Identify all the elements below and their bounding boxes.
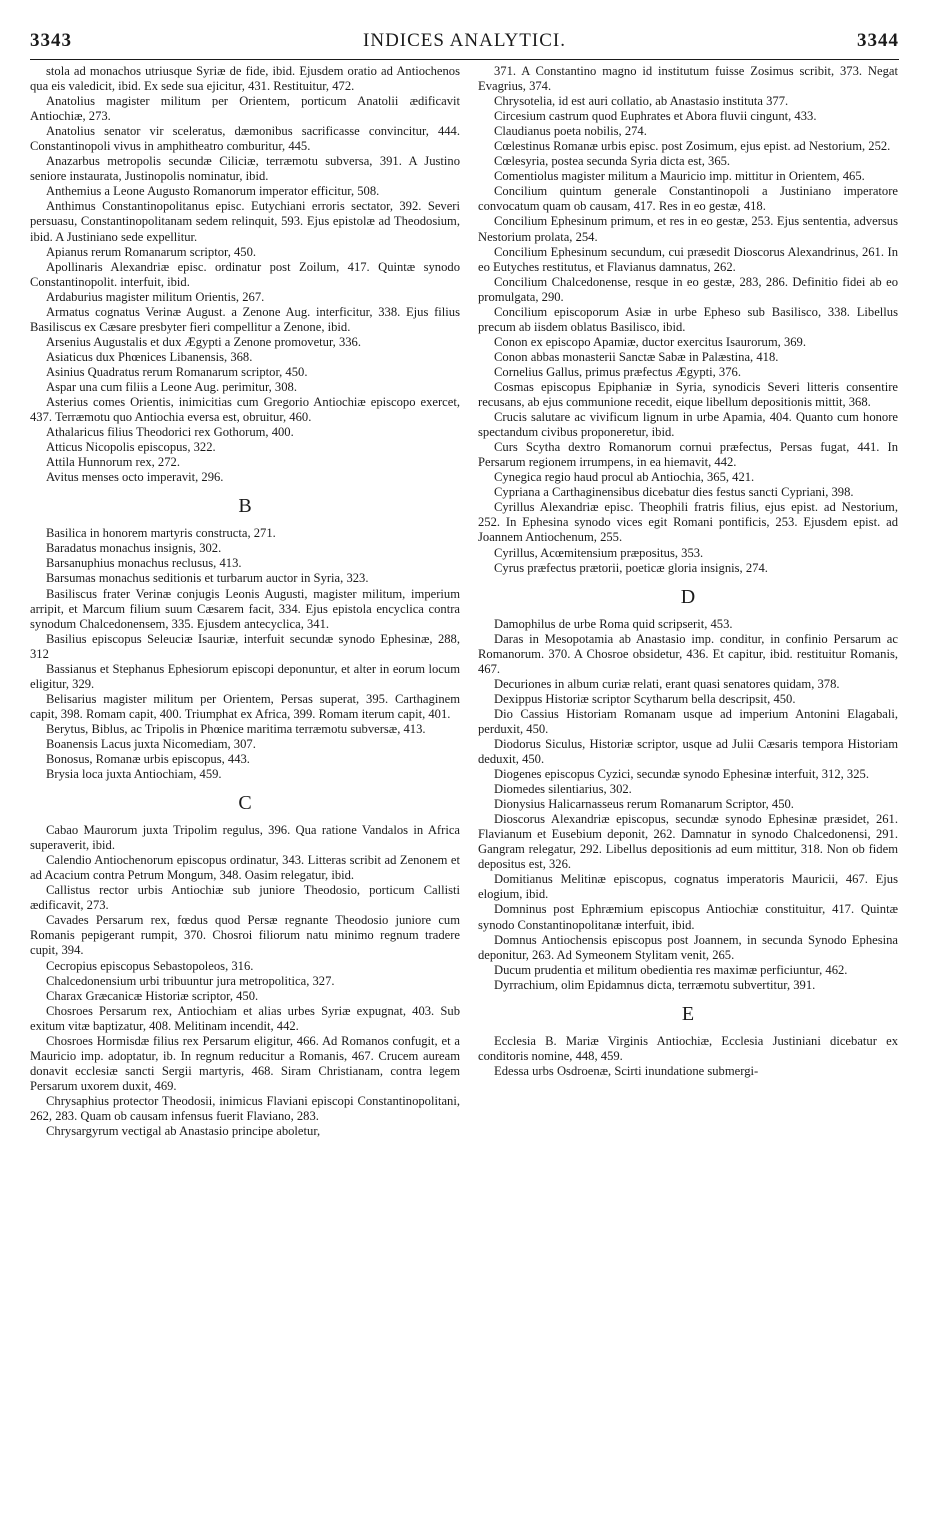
index-entry: Arsenius Augustalis et dux Ægypti a Zenone promovetur, 336.: [46, 334, 361, 349]
index-entry: Bassianus et Stephanus Ephesiorum episcopi deponuntur, et alter in eorum locum eligitur, 329.: [30, 661, 460, 691]
index-entry: Aspar una cum filiis a Leone Aug. perimitur, 308.: [46, 379, 297, 394]
index-entry: 371. A Constantino magno id institutum fuisse Zosimus scribit, 373. Negat Evagrius, 374.: [478, 64, 898, 94]
index-entry: Anatolius magister militum per Orientem, porticum Anatolii ædificavit Antiochiæ, 273.: [30, 94, 460, 124]
index-entry: Chosroes Persarum rex, Antiochiam et alias urbes Syriæ expugnat, 403. Sub exitum vitæ baptizatur, 408. Melitinam incendit, 442.: [30, 1003, 460, 1033]
index-entry: Asinius Quadratus rerum Romanarum scriptor, 450.: [46, 364, 308, 379]
index-entry: Claudianus poeta nobilis, 274.: [494, 124, 647, 139]
index-entry: Charax Græcanicæ Historiæ scriptor, 450.: [46, 988, 259, 1003]
index-entry: Barsanuphius monachus reclusus, 413.: [46, 556, 242, 571]
index-entry: Conon ex episcopo Apamiæ, ductor exercitus Isaurorum, 369.: [494, 334, 806, 349]
index-entry: Cœlesyria, postea secunda Syria dicta est, 365.: [494, 154, 731, 169]
index-entry: Chrysargyrum vectigal ab Anastasio principe aboletur,: [46, 1124, 321, 1139]
section-letter: C: [238, 792, 252, 815]
index-entry: Concilium Ephesinum primum, et res in eo gestæ, 253. Ejus sententia, adversus Nestorium prolata, 254.: [478, 214, 898, 244]
index-entry: Berytus, Biblus, ac Tripolis in Phœnice maritima terræmotu subversæ, 413.: [46, 721, 426, 736]
index-entry: Ducum prudentia et militum obedientia res maximæ perficiuntur, 462.: [494, 962, 848, 977]
index-entry: Asiaticus dux Phœnices Libanensis, 368.: [46, 349, 253, 364]
index-entry: Dio Cassius Historiam Romanam usque ad imperium Antonini Elagabali, perduxit, 450.: [478, 706, 898, 736]
index-entry: Chrysaphius protector Theodosii, inimicus Flaviani episcopi Constantinopolitani, 262, 283. Quam ob causam infensus fuerit Flaviano, 283.: [30, 1093, 460, 1123]
index-entry: Attila Hunnorum rex, 272.: [46, 455, 180, 470]
index-entry: Curs Scytha dextro Romanorum cornui præfectus, Persas fugat, 441. In Persarum regionem irrumpens, in ea hiemavit, 442.: [478, 440, 898, 470]
index-entry: Basiliscus frater Verinæ conjugis Leonis Augusti, magister militum, imperium arripit, et Marcum filium suum Cæsarem facit, 334. Ejus epistola encyclica contra synodum Chalcedonensem, 335. Ejusdem antecyclica, 341.: [30, 586, 460, 631]
index-entry: Cecropius episcopus Sebastopoleos, 316.: [46, 958, 254, 973]
index-entry: Chrysotelia, id est auri collatio, ab Anastasio instituta 377.: [494, 94, 789, 109]
index-entry: Atticus Nicopolis episcopus, 322.: [46, 440, 216, 455]
index-entry: Cœlestinus Romanæ urbis episc. post Zosimum, ejus epist. ad Nestorium, 252.: [494, 139, 891, 154]
section-letter: D: [680, 585, 696, 608]
index-entry: Anthemius a Leone Augusto Romanorum imperator efficitur, 508.: [46, 184, 380, 199]
index-entry: Armatus cognatus Verinæ August. a Zenone Aug. interficitur, 338. Ejus filius Basiliscus ex Cæsare presbyter fieri compellitur a Zenone, ibid.: [30, 304, 460, 334]
index-entry: Anazarbus metropolis secundæ Ciliciæ, terræmotu subversa, 391. A Justino seniore instaurata, Justinopolis nominatur, ibid.: [30, 154, 460, 184]
index-entry: Bonosus, Romanæ urbis episcopus, 443.: [46, 752, 250, 767]
index-entry: Daras in Mesopotamia ab Anastasio imp. conditur, in confinio Persarum ac Romanorum. 370. A Chosroe obsidetur, 436. Et capitur, ibid. restituitur Romanis, 467.: [478, 631, 898, 676]
index-entry: Concilium episcoporum Asiæ in urbe Epheso sub Basilisco, 338. Libellus precum ab iisdem oblatus Basilisco, ibid.: [478, 304, 898, 334]
index-entry: stola ad monachos utriusque Syriæ de fide, ibid. Ejusdem oratio ad Antiochenos qua eis valedicit, ibid. Ex sede sua ejicitur, 431. Restituitur, 472.: [30, 64, 460, 94]
index-entry: Concilium quintum generale Constantinopoli a Justiniano imperatore convocatum quam ob causam, 417. Res in eo gestæ, 418.: [478, 184, 898, 214]
index-entry: Circesium castrum quod Euphrates et Abora fluvii cingunt, 433.: [494, 109, 817, 124]
index-entry: Cosmas episcopus Epiphaniæ in Syria, synodicis Severi litteris consentire recusans, ab ejus communione recedit, eique libellum depositionis mittit, 368.: [478, 379, 898, 410]
index-entry: Chalcedonensium urbi tribuuntur jura metropolitica, 327.: [46, 973, 335, 988]
index-entry: Belisarius magister militum per Orientem, Persas superat, 395. Carthaginem capit, 398. Romam capit, 400. Triumphat ex Africa, 399. Romam iterum capit, 401.: [30, 691, 460, 721]
section-letter: B: [238, 495, 252, 518]
index-entry: Boanensis Lacus juxta Nicomediam, 307.: [46, 736, 256, 751]
index-entry: Cavades Persarum rex, fœdus quod Persæ regnante Theodosio juniore cum Romanis pepigerant rumpit, 370. Chosroi filiorum natu minimo regnum tradere cupit, 394.: [30, 913, 460, 958]
index-entry: Calendio Antiochenorum episcopus ordinatur, 343. Litteras scribit ad Zenonem et ad Acacium contra Petrum Mongum, 348. Oasim relegatur, ibid.: [30, 853, 460, 883]
running-header: [30, 30, 899, 54]
index-entry: Brysia loca juxta Antiochiam, 459.: [46, 767, 222, 782]
index-entry: Dyrrachium, olim Epidamnus dicta, terræmotu subvertitur, 391.: [494, 977, 816, 992]
index-entry: Crucis salutare ac vivificum lignum in urbe Apamia, 404. Quanto cum honore spectandum civibus proponeretur, ibid.: [478, 410, 898, 440]
index-entry: Baradatus monachus insignis, 302.: [46, 541, 222, 556]
index-entry: Cyrus præfectus prætorii, poeticæ gloria insignis, 274.: [494, 560, 768, 575]
index-entry: Cabao Maurorum juxta Tripolim regulus, 396. Qua ratione Vandalos in Africa superaverit, ibid.: [30, 823, 460, 853]
index-entry: Barsumas monachus seditionis et turbarum auctor in Syria, 323.: [46, 571, 369, 586]
index-entry: Apianus rerum Romanarum scriptor, 450.: [46, 244, 257, 259]
index-entry: Damophilus de urbe Roma quid scripserit, 453.: [494, 616, 733, 631]
header-rule: [30, 59, 899, 60]
index-entry: Dionysius Halicarnasseus rerum Romanarum Scriptor, 450.: [494, 797, 794, 812]
page-number-right: 3344: [857, 30, 899, 51]
index-entry: Cypriana a Carthaginensibus dicebatur dies festus sancti Cypriani, 398.: [494, 485, 854, 500]
index-entry: Ardaburius magister militum Orientis, 267.: [46, 289, 265, 304]
index-entry: Edessa urbs Osdroenæ, Scirti inundatione submergi-: [494, 1063, 759, 1078]
index-entry: Apollinaris Alexandriæ episc. ordinatur post Zoilum, 417. Quintæ synodo Constantinopolit. interfuit, ibid.: [30, 259, 460, 289]
index-entry: Cyrillus, Acœmitensium præpositus, 353.: [494, 545, 704, 560]
index-entry: Diogenes episcopus Cyzici, secundæ synodo Ephesinæ interfuit, 312, 325.: [494, 767, 869, 782]
index-entry: Athalaricus filius Theodorici rex Gothorum, 400.: [46, 425, 294, 440]
index-entry: Domnus Antiochensis episcopus post Joannem, in secunda Synodo Ephesina deponitur, 263. Ad Symeonem Stylitam venit, 265.: [478, 932, 898, 962]
index-entry: Conon abbas monasterii Sanctæ Sabæ in Palæstina, 418.: [494, 349, 779, 364]
index-entry: Decuriones in album curiæ relati, erant quasi senatores quidam, 378.: [494, 676, 840, 691]
index-entry: Concilium Ephesinum secundum, cui præsedit Dioscorus Alexandrinus, 261. In eo Eutyches restitutus, et Flavianus damnatus, 262.: [478, 244, 898, 274]
index-entry: Domninus post Ephræmium episcopus Antiochiæ constituitur, 417. Quintæ synodo Constantinopolitanæ interfuit, ibid.: [478, 902, 898, 932]
right-column: [478, 64, 898, 1474]
index-entry: Dioscorus Alexandriæ episcopus, secundæ synodo Ephesinæ præsidet, 261. Flavianum et Eusebium deponit, 262. Damnatur in synodo Chalcedonensi, 291. Gangram relegatur, 292. Libellus depositionis ad eum mittitur, 318. Non ob fidem depositus est, 326.: [478, 812, 898, 872]
index-entry: Anatolius senator vir sceleratus, dæmonibus sacrificasse convincitur, 444. Constantinopoli vivus in amphitheatro comburitur, 445.: [30, 124, 460, 154]
index-entry: Ecclesia B. Mariæ Virginis Antiochiæ, Ecclesia Justiniani dicebatur ex conditoris nomine, 448, 459.: [478, 1033, 898, 1063]
page-title: INDICES ANALYTICI.: [363, 30, 566, 51]
section-letter: E: [681, 1002, 695, 1025]
index-entry: Anthimus Constantinopolitanus episc. Eutychiani erroris sectator, 392. Severi persuasu, Constantinopolitanam sedem relinquit, 593. Ejus epistolæ ad Theodosium, ibid. A Justiniano sede expellitur.: [30, 199, 460, 244]
index-entry: Diodorus Siculus, Historiæ scriptor, usque ad Julii Cæsaris tempora Historiam deduxit, 450.: [478, 736, 898, 767]
index-entry: Basilius episcopus Seleuciæ Isauriæ, interfuit secundæ synodo Ephesinæ, 288, 312: [30, 631, 460, 661]
index-entry: Cynegica regio haud procul ab Antiochia, 365, 421.: [494, 470, 755, 485]
index-entry: Asterius comes Orientis, inimicitias cum Gregorio Antiochiæ episcopo exercet, 437. Terræmotu quo Antiochia eversa est, obruitur, 460.: [30, 395, 460, 425]
index-entry: Dexippus Historiæ scriptor Scytharum bella descripsit, 450.: [494, 691, 796, 706]
page-number-left: 3343: [30, 30, 72, 51]
index-entry: Comentiolus magister militum a Mauricio imp. mittitur in Orientem, 465.: [494, 169, 865, 184]
index-entry: Cornelius Gallus, primus præfectus Ægypti, 376.: [494, 364, 741, 379]
index-entry: Cyrillus Alexandriæ episc. Theophili fratris filius, ejus epist. ad Nestorium, 252. In Ephesina synodo vices egit Romani pontificis, 253. Ejusdem epist. ad Joannem Antiochenum, 255.: [478, 500, 898, 545]
index-entry: Callistus rector urbis Antiochiæ sub juniore Theodosio, porticum Callisti ædificavit, 273.: [30, 883, 460, 913]
left-column: [30, 64, 460, 1474]
index-entry: Avitus menses octo imperavit, 296.: [46, 470, 224, 485]
index-entry: Chosroes Hormisdæ filius rex Persarum eligitur, 466. Ad Romanos confugit, et a Mauricio imp. adoptatur, ib. In regnum reducitur a Romanis, 467. Crucem auream donavit ecclesiæ sancti Sergii martyris, 468. Siram Christianam, contra legem Persarum uxorem duxit, 469.: [30, 1033, 460, 1093]
index-entry: Diomedes silentiarius, 302.: [494, 782, 632, 797]
index-entry: Concilium Chalcedonense, resque in eo gestæ, 283, 286. Definitio fidei ab eo promulgata, 290.: [478, 274, 898, 304]
index-entry: Domitianus Melitinæ episcopus, cognatus imperatoris Mauricii, 467. Ejus elogium, ibid.: [478, 872, 898, 902]
index-entry: Basilica in honorem martyris constructa, 271.: [46, 526, 276, 541]
